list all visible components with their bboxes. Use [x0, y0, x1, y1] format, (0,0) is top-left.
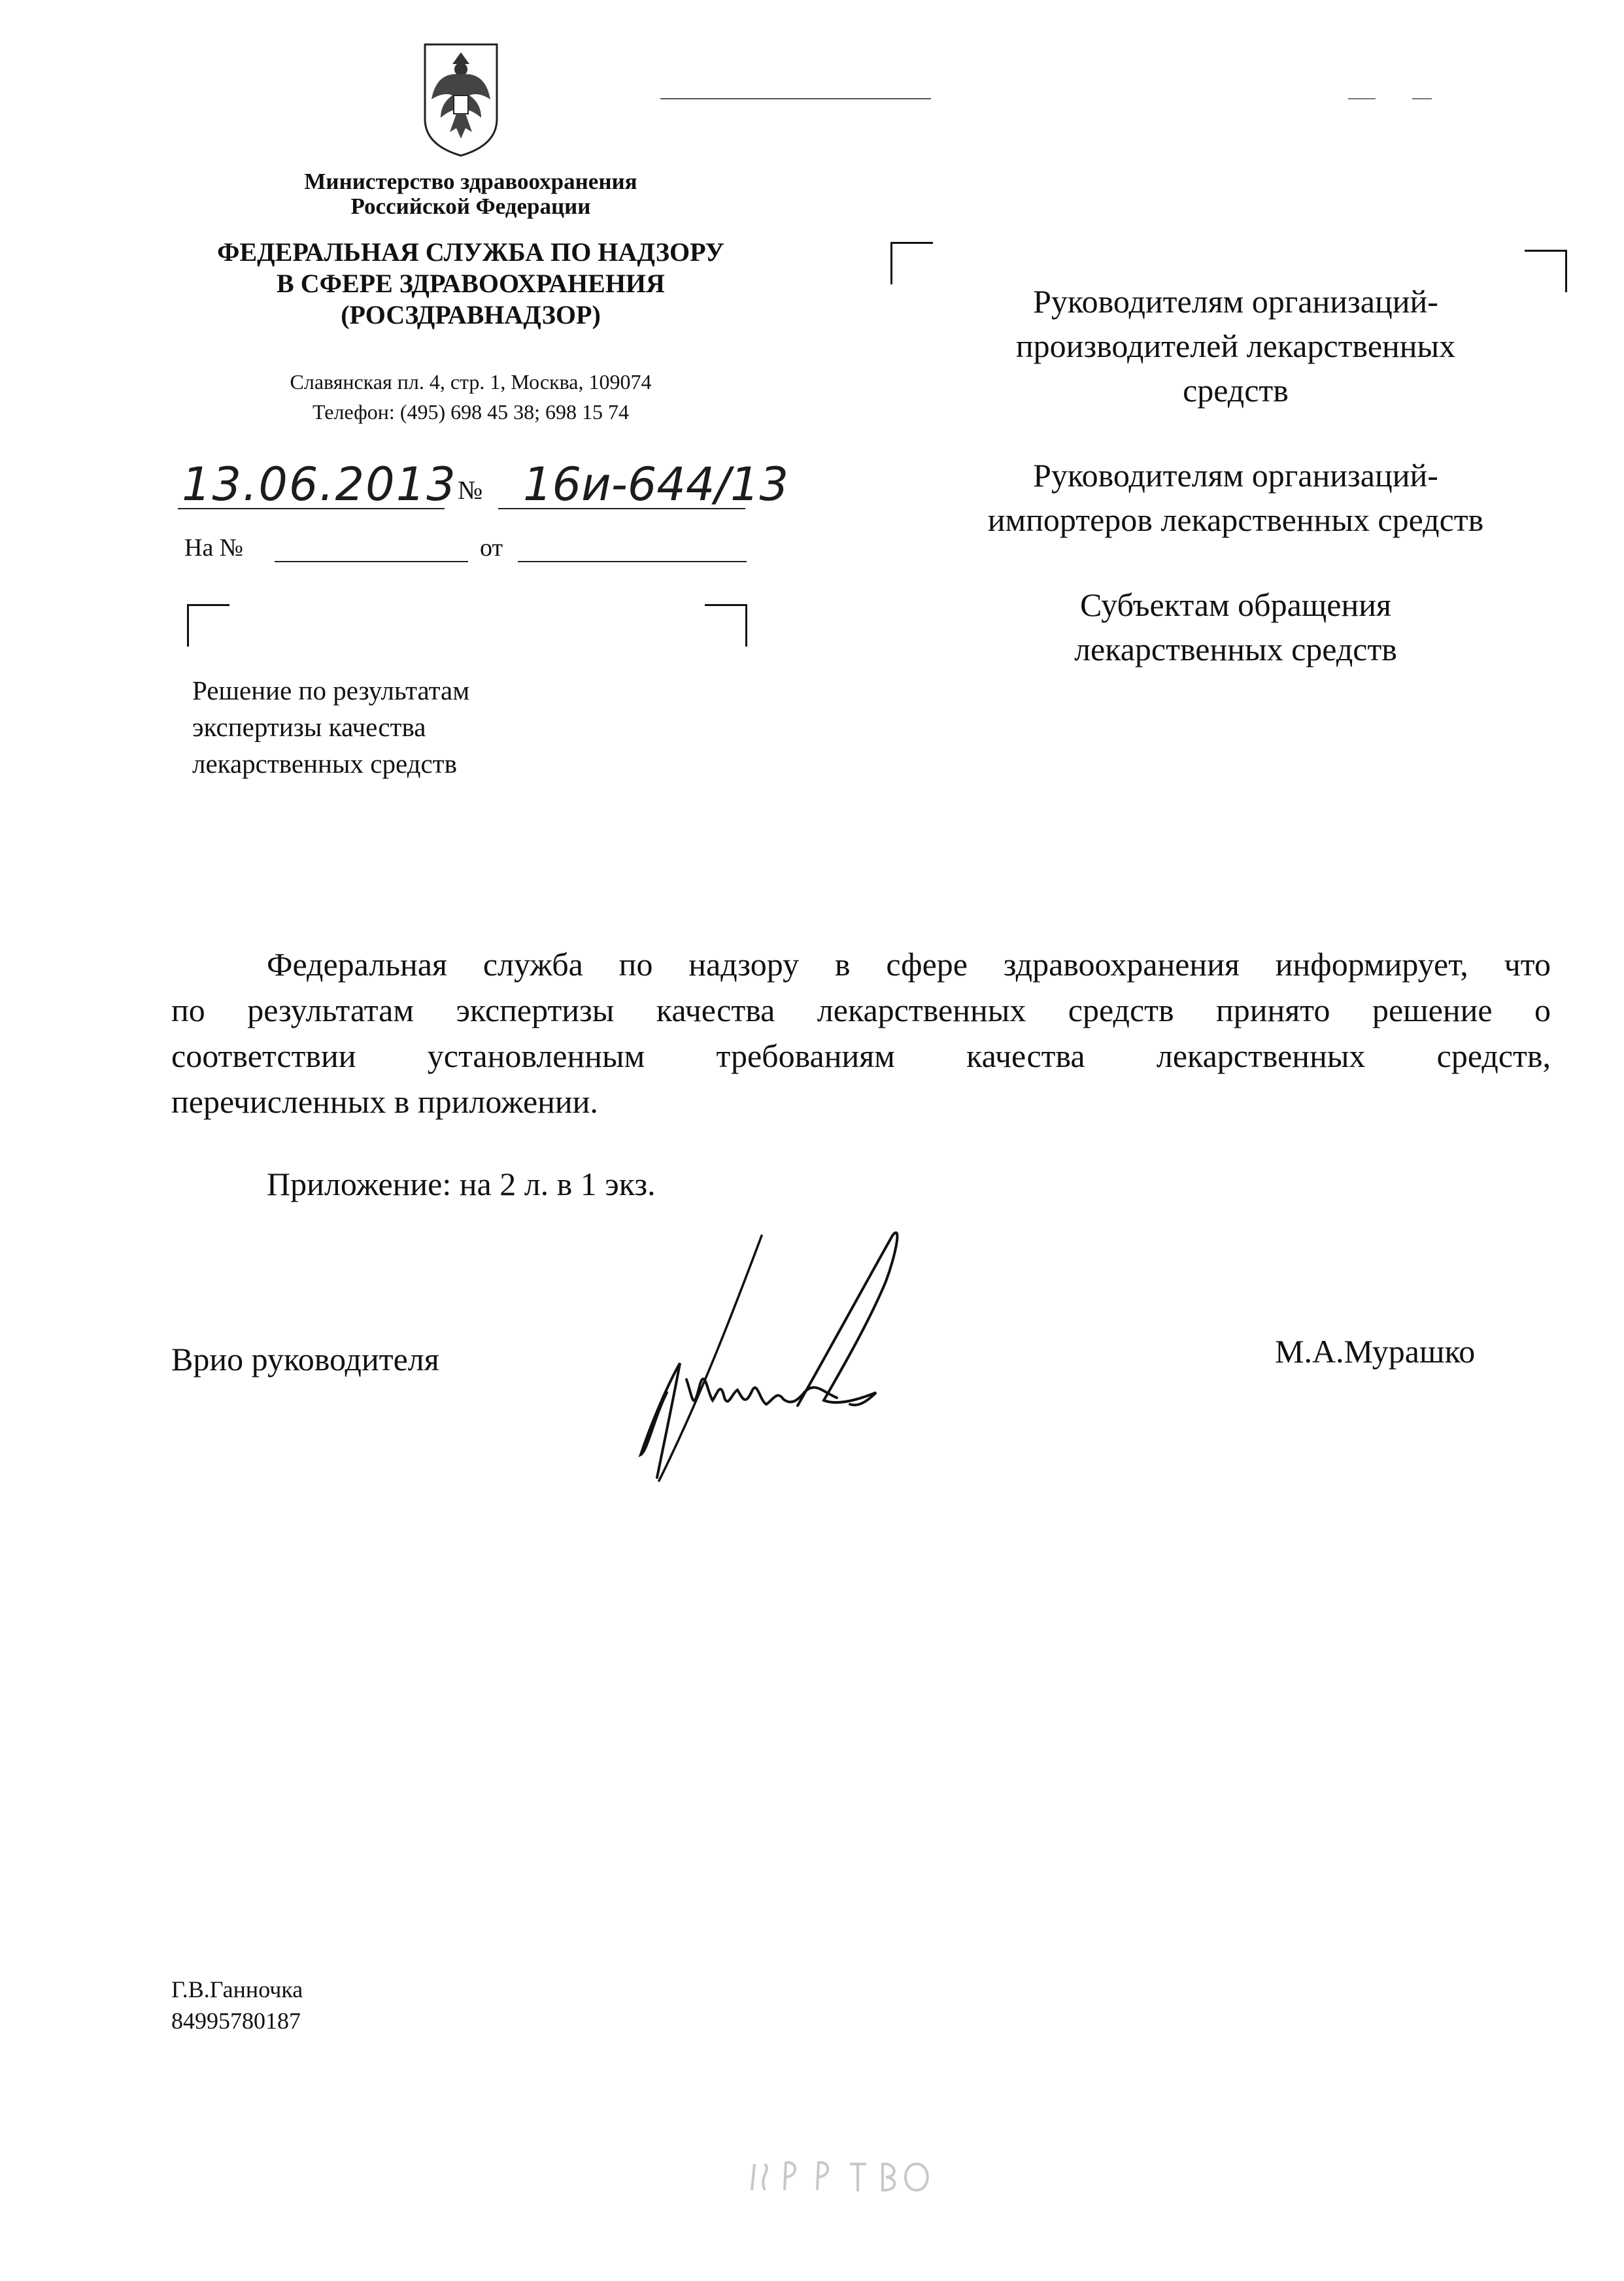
service-name-line1: ФЕДЕРАЛЬНАЯ СЛУЖБА ПО НАДЗОРУ [217, 237, 724, 267]
registration-date: 13.06.2013 [182, 458, 457, 511]
reference-date-label: от [480, 534, 503, 562]
subject-line1: Решение по результатам [192, 675, 470, 705]
number-label: № [458, 475, 483, 505]
addressee-subjects-line1: Субъектам обращения [1080, 586, 1391, 623]
coat-of-arms-icon [418, 41, 503, 158]
executor-name: Г.В.Ганночка [171, 1976, 303, 2002]
ministry-name-line1: Министерство здравоохранения [304, 169, 637, 194]
service-name-line2: В СФЕРЕ ЗДРАВООХРАНЕНИЯ [277, 269, 665, 298]
service-name-line3: (РОСЗДРАВНАДЗОР) [341, 300, 601, 329]
body-line2: по результатам экспертизы качества лекарственных средств принято решение о [171, 992, 1551, 1028]
executor-phone: 84995780187 [171, 2008, 301, 2034]
header-rule [660, 98, 931, 99]
addressee-importers-line1: Руководителям организаций- [1033, 457, 1438, 494]
ministry-name-line2: Российской Федерации [350, 194, 591, 219]
addressee-manufacturers-line2: производителей лекарственных [1015, 328, 1456, 364]
body-line4: перечисленных в приложении. [171, 1083, 598, 1120]
header-rule-fragment [1348, 98, 1376, 99]
faint-stamp-marks [745, 2151, 948, 2197]
service-phone: Телефон: (495) 698 45 38; 698 15 74 [312, 400, 630, 424]
attachment-note: Приложение: на 2 л. в 1 экз. [267, 1166, 656, 1202]
signer-name: М.А.Мурашко [1275, 1333, 1476, 1370]
body-line3: соответствии установленным требованиям качества лекарственных средств, [171, 1038, 1551, 1074]
registration-number: 16и-644/13 [523, 458, 789, 511]
reference-date-blank [518, 561, 747, 562]
body-line1: Федеральная служба по надзору в сфере здравоохранения информирует, что [267, 946, 1551, 983]
addressee-subjects-line2: лекарственных средств [1074, 631, 1397, 667]
number-underline [498, 508, 745, 509]
service-address: Славянская пл. 4, стр. 1, Москва, 109074 [290, 370, 652, 394]
addressee-corner-left [890, 242, 933, 284]
subject-corner-right [705, 604, 747, 647]
addressee-manufacturers-line3: средств [1183, 372, 1289, 409]
signer-title: Врио руководителя [171, 1341, 439, 1377]
handwritten-signature [628, 1229, 981, 1491]
reference-number-blank [275, 561, 468, 562]
subject-corner-left [187, 604, 229, 647]
date-underline [178, 508, 445, 509]
addressee-importers-line2: импортеров лекарственных средств [987, 501, 1484, 538]
header-rule-fragment [1412, 98, 1432, 99]
addressee-manufacturers-line1: Руководителям организаций- [1033, 283, 1438, 320]
subject-line3: лекарственных средств [192, 749, 457, 779]
subject-line2: экспертизы качества [192, 712, 426, 742]
reference-number-label: На № [184, 534, 244, 562]
